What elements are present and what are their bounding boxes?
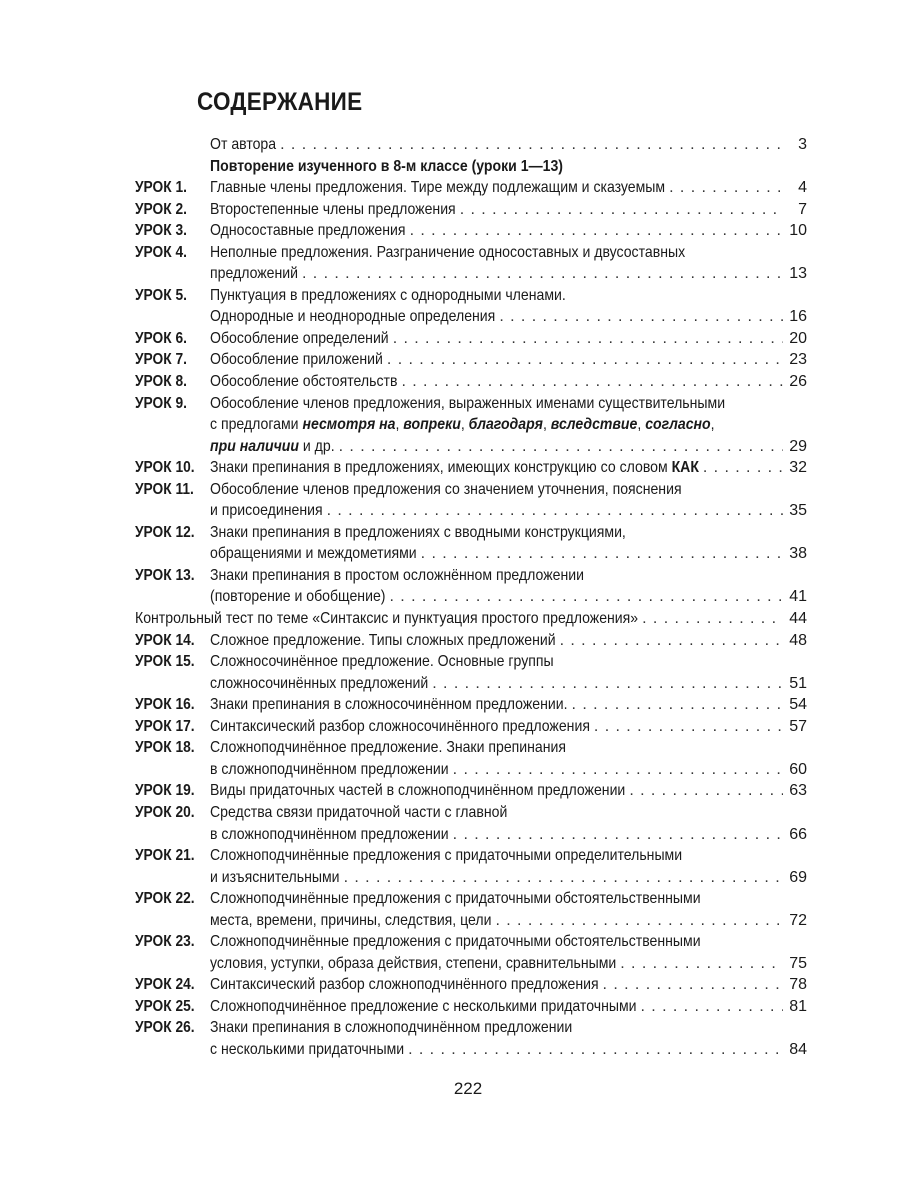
dot-leader <box>499 306 783 328</box>
lesson-label: УРОК 8. <box>135 373 187 391</box>
text-segment: Сложноподчинённое предложение. Знаки препинания <box>210 739 567 757</box>
text-segment: предложений <box>210 265 298 283</box>
dot-leader <box>620 953 783 975</box>
entry-title-line <box>210 500 323 522</box>
lesson-label: УРОК 15. <box>135 653 195 671</box>
entry-title-line <box>210 199 456 221</box>
entry-title-line <box>210 630 556 652</box>
lesson-label: УРОК 9. <box>135 394 187 412</box>
entry-page-number: 4 <box>798 179 807 197</box>
entry-title-line <box>210 134 276 156</box>
lesson-label: УРОК 11. <box>135 480 194 498</box>
entry-page-number: 7 <box>798 200 807 218</box>
text-segment: с предлогами <box>210 416 303 434</box>
toc-entry[interactable] <box>135 974 807 996</box>
entry-title-line <box>210 156 563 178</box>
toc-entry[interactable] <box>135 996 807 1018</box>
lesson-label: УРОК 14. <box>135 631 195 649</box>
toc-entry[interactable] <box>135 802 807 845</box>
toc-entry[interactable] <box>135 931 807 974</box>
entry-title-line <box>210 371 397 393</box>
text-segment: места, времени, причины, следствия, цели <box>210 911 492 929</box>
entry-page-number: 38 <box>789 545 807 563</box>
text-segment: Односоставные предложения <box>210 222 406 240</box>
dot-leader <box>390 586 783 608</box>
entry-title-line <box>210 414 715 436</box>
entry-page-number: 78 <box>789 976 807 994</box>
text-segment: в сложноподчинённом предложении <box>210 825 449 843</box>
text-segment: Сложное предложение. Типы сложных предложений <box>210 631 556 649</box>
entry-title-line <box>210 479 682 501</box>
lesson-label: УРОК 22. <box>135 890 195 908</box>
entry-title-line <box>210 177 665 199</box>
entry-title-line <box>210 888 701 910</box>
toc-entry[interactable] <box>135 651 807 694</box>
text-segment: Сложноподчинённые предложения с придаточными определительными <box>210 847 683 865</box>
dot-leader <box>641 996 784 1018</box>
lesson-label: УРОК 26. <box>135 1019 195 1037</box>
text-segment: (повторение и обобщение) <box>210 588 386 606</box>
text-segment: и изъяснительными <box>210 868 340 886</box>
lesson-label: УРОК 16. <box>135 696 195 714</box>
entry-title-line <box>210 953 616 975</box>
dot-leader <box>703 457 783 479</box>
dot-leader <box>669 177 783 199</box>
text-segment: Сложноподчинённые предложения с придаточными обстоятельственными <box>210 933 701 951</box>
dot-leader <box>495 910 783 932</box>
entry-page-number: 41 <box>789 588 807 606</box>
text-segment: Обособление обстоятельств <box>210 373 398 391</box>
entry-title-line <box>210 349 383 371</box>
toc-entry[interactable] <box>135 457 807 479</box>
entry-title-line <box>210 586 385 608</box>
dot-leader <box>642 608 783 630</box>
text-segment: Синтаксический разбор сложносочинённого предложения <box>210 717 590 735</box>
emphasized-text: несмотря на <box>302 416 396 434</box>
dot-leader <box>432 673 783 695</box>
toc-entry[interactable] <box>135 285 807 328</box>
text-segment: Синтаксический разбор сложноподчинённого предложения <box>210 976 599 994</box>
text-segment: , <box>542 416 551 434</box>
lesson-label: УРОК 17. <box>135 717 195 735</box>
text-segment: Знаки препинания в простом осложнённом предложении <box>210 566 584 584</box>
lesson-label: УРОК 25. <box>135 997 195 1015</box>
entry-page-number: 51 <box>789 674 807 692</box>
text-segment: Знаки препинания в сложносочинённом предложении. <box>210 696 568 714</box>
lesson-label: УРОК 24. <box>135 976 195 994</box>
entry-title-line <box>210 694 568 716</box>
emphasized-text: вследствие <box>550 416 638 434</box>
emphasized-text: согласно <box>645 416 711 434</box>
dot-leader <box>280 134 783 156</box>
lesson-label: УРОК 10. <box>135 459 195 477</box>
dot-leader <box>453 759 783 781</box>
entry-title-line <box>210 306 495 328</box>
lesson-label: УРОК 23. <box>135 933 195 951</box>
text-segment: Повторение изученного в 8-м классе (уроки 1—13) <box>210 157 564 175</box>
emphasized-text: при наличии <box>210 437 299 455</box>
page-number: 222 <box>453 1079 483 1098</box>
entry-title-line <box>210 651 554 673</box>
toc-entry[interactable] <box>135 242 807 285</box>
entry-page-number: 48 <box>789 631 807 649</box>
text-segment: , <box>637 416 646 434</box>
entry-title-line <box>210 565 584 587</box>
text-segment: Обособление определений <box>210 329 389 347</box>
toc-entry[interactable] <box>135 716 807 738</box>
toc-entry[interactable] <box>135 156 807 178</box>
lesson-label: УРОК 13. <box>135 566 195 584</box>
lesson-label: УРОК 3. <box>135 222 187 240</box>
entry-page-number: 72 <box>789 911 807 929</box>
lesson-label: УРОК 1. <box>135 179 187 197</box>
dot-leader <box>603 974 783 996</box>
toc-entry[interactable] <box>135 393 807 458</box>
entry-title-line <box>210 716 590 738</box>
entry-page-number: 63 <box>789 782 807 800</box>
entry-page-number: 16 <box>789 308 807 326</box>
lesson-label: УРОК 5. <box>135 286 187 304</box>
entry-title-line <box>210 910 491 932</box>
text-segment: , <box>395 416 404 434</box>
text-segment: Сложносочинённое предложение. Основные группы <box>210 653 554 671</box>
entry-page-number: 66 <box>789 825 807 843</box>
entry-title-line <box>135 608 638 630</box>
toc-entry[interactable] <box>135 199 807 221</box>
entry-title-line <box>210 393 725 415</box>
dot-leader <box>344 867 783 889</box>
lesson-label: УРОК 20. <box>135 803 195 821</box>
lesson-label: УРОК 18. <box>135 739 195 757</box>
toc-entry[interactable] <box>135 888 807 931</box>
dot-leader <box>408 1039 783 1061</box>
text-segment: Знаки препинания в предложениях с вводными конструкциями, <box>210 523 626 541</box>
entry-title-line <box>210 1039 404 1061</box>
dot-leader <box>572 694 783 716</box>
entry-page-number: 13 <box>789 265 807 283</box>
entry-page-number: 10 <box>789 222 807 240</box>
text-segment: Знаки препинания в предложениях, имеющих конструкцию со словом <box>210 459 672 477</box>
text-segment: Знаки препинания в сложноподчинённом предложении <box>210 1019 573 1037</box>
toc-entry[interactable] <box>135 349 807 371</box>
emphasized-text: благодаря <box>468 416 543 434</box>
text-segment: Сложноподчинённое предложение с несколькими придаточными <box>210 997 637 1015</box>
text-segment: Обособление членов предложения со значением уточнения, пояснения <box>210 480 682 498</box>
text-segment: Главные члены предложения. Тире между подлежащим и сказуемым <box>210 179 666 197</box>
lesson-label: УРОК 7. <box>135 351 187 369</box>
toc-entry[interactable] <box>135 177 807 199</box>
entry-title-line <box>210 780 625 802</box>
dot-leader <box>460 199 783 221</box>
dot-leader <box>401 371 783 393</box>
lesson-label: УРОК 4. <box>135 243 187 261</box>
entry-title-line <box>210 802 507 824</box>
entry-page-number: 3 <box>798 136 807 153</box>
entry-title-line <box>210 436 335 458</box>
lesson-label: УРОК 6. <box>135 329 187 347</box>
text-segment: Неполные предложения. Разграничение односоставных и двусоставных <box>210 243 686 261</box>
lesson-label: УРОК 21. <box>135 847 195 865</box>
dot-leader <box>629 780 783 802</box>
entry-title-line <box>210 737 566 759</box>
text-segment: Пунктуация в предложениях с однородными членами. <box>210 286 566 304</box>
text-segment: Виды придаточных частей в сложноподчинённом предложении <box>210 782 626 800</box>
text-segment: и др. <box>298 437 335 455</box>
entry-title-line <box>210 824 449 846</box>
toc-entry[interactable] <box>135 522 807 565</box>
entry-title-line <box>210 220 406 242</box>
entry-page-number: 69 <box>789 868 807 886</box>
text-segment: Сложноподчинённые предложения с придаточными обстоятельственными <box>210 890 701 908</box>
dot-leader <box>387 349 783 371</box>
entry-page-number: 84 <box>789 1040 807 1058</box>
text-segment: с несколькими придаточными <box>210 1040 405 1058</box>
dot-leader <box>560 630 783 652</box>
entry-title-line <box>210 931 701 953</box>
table-of-contents <box>135 134 807 1061</box>
entry-page-number: 57 <box>789 717 807 735</box>
entry-title-line <box>210 457 699 479</box>
dot-leader <box>594 716 783 738</box>
text-segment: От автора <box>210 136 277 153</box>
entry-title-line <box>210 543 417 565</box>
toc-entry[interactable] <box>135 1017 807 1060</box>
dot-leader <box>327 500 783 522</box>
dot-leader <box>302 263 783 285</box>
entry-title-line <box>210 242 685 264</box>
entry-title-line <box>210 328 389 350</box>
text-segment: условия, уступки, образа действия, степени, сравнительными <box>210 954 617 972</box>
text-segment: КАК <box>671 459 699 477</box>
toc-entry[interactable] <box>135 694 807 716</box>
toc-entry[interactable] <box>135 479 807 522</box>
entry-page-number: 75 <box>789 954 807 972</box>
toc-entry[interactable] <box>135 134 807 156</box>
entry-title-line <box>210 867 340 889</box>
entry-title-line <box>210 673 428 695</box>
text-segment: Второстепенные члены предложения <box>210 200 456 218</box>
dot-leader <box>410 220 783 242</box>
toc-entry[interactable] <box>135 608 807 630</box>
toc-entry[interactable] <box>135 630 807 652</box>
entry-page-number: 54 <box>789 696 807 714</box>
text-segment: Обособление приложений <box>210 351 383 369</box>
text-segment: обращениями и междометиями <box>210 545 417 563</box>
toc-entry[interactable] <box>135 220 807 242</box>
dot-leader <box>453 824 783 846</box>
lesson-label: УРОК 2. <box>135 200 187 218</box>
lesson-label: УРОК 19. <box>135 782 195 800</box>
entry-page-number: 26 <box>789 373 807 391</box>
entry-page-number: 60 <box>789 760 807 778</box>
dot-leader <box>339 436 783 458</box>
text-segment: Средства связи придаточной части с главной <box>210 803 508 821</box>
entry-page-number: 23 <box>789 351 807 369</box>
page-title: СОДЕРЖАНИЕ <box>197 88 363 116</box>
entry-title-line <box>210 263 298 285</box>
text-segment: Контрольный тест по теме «Синтаксис и пунктуация простого предложения» <box>135 610 639 628</box>
entry-title-line <box>210 522 626 544</box>
toc-entry[interactable] <box>135 371 807 393</box>
text-segment: и присоединения <box>210 502 323 520</box>
entry-page-number: 20 <box>789 329 807 347</box>
dot-leader <box>393 328 783 350</box>
entry-page-number: 44 <box>789 610 807 628</box>
text-segment: , <box>460 416 469 434</box>
toc-entry[interactable] <box>135 565 807 608</box>
entry-title-line <box>210 845 682 867</box>
entry-title-line <box>210 285 566 307</box>
entry-title-line <box>210 974 599 996</box>
text-segment: Обособление членов предложения, выраженных именами существительными <box>210 394 726 412</box>
entry-page-number: 81 <box>789 997 807 1015</box>
entry-title-line <box>210 996 637 1018</box>
text-segment: Однородные и неоднородные определения <box>210 308 496 326</box>
entry-page-number: 32 <box>789 459 807 477</box>
entry-page-number: 35 <box>789 502 807 520</box>
toc-entry[interactable] <box>135 328 807 350</box>
lesson-label: УРОК 12. <box>135 523 195 541</box>
toc-entry[interactable] <box>135 737 807 780</box>
text-segment: в сложноподчинённом предложении <box>210 760 449 778</box>
toc-entry[interactable] <box>135 845 807 888</box>
entry-title-line <box>210 1017 572 1039</box>
text-segment: , <box>710 416 715 434</box>
text-segment: сложносочинённых предложений <box>210 674 429 692</box>
entry-page-number: 29 <box>789 437 807 455</box>
toc-entry[interactable] <box>135 780 807 802</box>
emphasized-text: вопреки <box>403 416 461 434</box>
entry-title-line <box>210 759 449 781</box>
dot-leader <box>421 543 783 565</box>
